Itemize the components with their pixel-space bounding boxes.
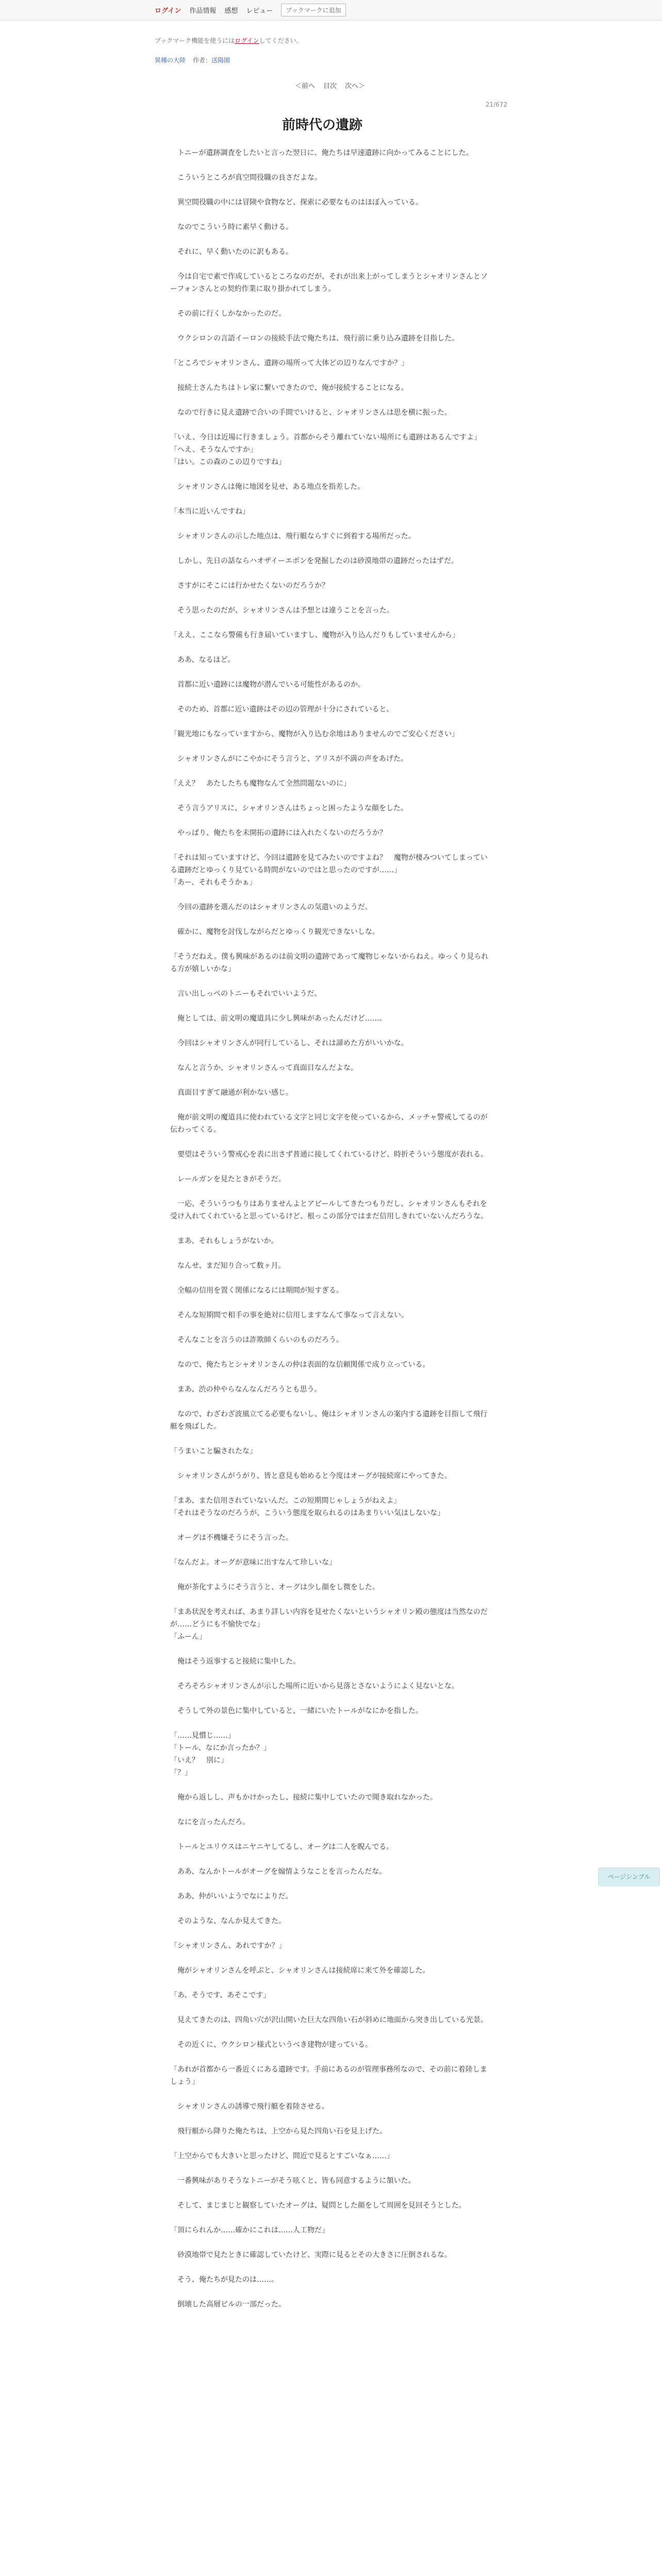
body-paragraph: 首都に近い遺跡には魔物が潜んでいる可能性があるのか。 (170, 681, 365, 689)
body-paragraph: 全幅の信用を置く関係になるには期間が短すぎる。 (170, 1286, 343, 1295)
body-paragraph: 「ええ？ あたしたちも魔物なんて全然問題ないのに」 (170, 779, 351, 788)
author-label: 作者： (193, 57, 212, 64)
body-paragraph: やっぱり、俺たちを未開拓の遺跡には入れたくないのだろうか？ (170, 829, 387, 837)
body-paragraph: 「うまいこと騙されたな」 (170, 1447, 257, 1455)
body-paragraph: 今は自宅で素で作成しているところなのだが、それが出来上がってしまうとシャオリンさんとソーフォンさんとの契約作業に取り掛かれてしまう。 (170, 273, 488, 293)
body-paragraph: 今回はシャオリンさんが同行しているし、それは諦めた方がいいかな。 (170, 1039, 408, 1047)
body-paragraph: 俺としては、前文明の魔道具に少し興味があったんだけど……。 (170, 1014, 387, 1023)
body-paragraph: 言い出しっぺのトニーもそれでいいようだ。 (170, 990, 322, 998)
body-paragraph: 「それは知っていますけど、今回は遺跡を見てみたいのですよね？ 魔物が棲みついてしまっている遺跡だとゆっくり見ている時間がないのではと思ったのですが……」 「あー、それもそうかぁ」 (170, 854, 488, 887)
body-paragraph: こういうところが真空間役職の良さだよな。 (170, 174, 322, 182)
body-paragraph: 「上空からでも大きいと思ったけど、間近で見るとすごいなぁ……」 (170, 2152, 394, 2160)
notice-prefix: ブックマーク機能を使うには (155, 37, 235, 44)
body-paragraph: シャオリンさんの示した地点は、飛行艇ならすぐに到着する場所だった。 (170, 532, 416, 540)
chapter-body (170, 147, 490, 2323)
body-paragraph: 接続士さんたちはトレ家に繋いできたので、俺が接続することになる。 (170, 384, 408, 392)
notice-suffix: してください。 (259, 37, 303, 44)
body-paragraph: さすがにそこには行かせたくないのだろうか？ (170, 582, 329, 590)
nav-link-impressions[interactable]: 感想 (224, 7, 238, 15)
author-link[interactable]: 送陽園 (211, 57, 230, 64)
body-paragraph: シャオリンさんは俺に地図を見せ、ある地点を指差した。 (170, 483, 365, 491)
body-paragraph: 「まあ、また信用されていないんだ。この短期間じゃしょうがねえよ」 「それはそうなのだろうが、こういう態度を取られるのはあまりいい気はしないな」 (170, 1497, 444, 1517)
body-paragraph: 真面目すぎて融通が利かない感じ。 (170, 1089, 293, 1097)
body-paragraph: なんと言うか、シャオリンさんって真面目なんだよな。 (170, 1064, 358, 1072)
body-paragraph: トールとユリウスはニヤニヤしてるし、オーグは二人を睨んでる。 (170, 1843, 394, 1851)
body-paragraph: 「本当に近いんですね」 (170, 507, 250, 516)
body-paragraph: 「いえ、今日は近場に行きましょう。首都からそう離れていない場所にも遺跡はあるんですよ」 「へえ、そうなんですか」 「はい。この森のこの辺りですね」 (170, 433, 481, 466)
body-paragraph: なんせ、まだ知り合って数ヶ月。 (170, 1262, 286, 1270)
body-paragraph: そのような、なんか見えてきた。 (170, 1917, 286, 1925)
body-paragraph: 「そうだねえ。僕も興味があるのは前文明の遺跡であって魔物じゃないからねえ。ゆっくり見られる方が嬉しいかな」 (170, 953, 489, 973)
body-paragraph: なので、俺たちとシャオリンさんの仲は表面的な信頼関係で成り立っている。 (170, 1361, 430, 1369)
body-paragraph: シャオリンさんがうがり、皆と意見も始めると今度はオーグが接続席にやってきた。 (170, 1472, 452, 1480)
body-paragraph: 確かに、魔物を討伐しながらだとゆっくり観光できないしな。 (170, 928, 379, 936)
series-link[interactable]: 異種の大陸 (155, 57, 186, 64)
notice-login-link[interactable]: ログイン (235, 37, 259, 44)
chapter-pager (278, 80, 382, 90)
body-paragraph: 「あ、そうです、あそこです」 (170, 1991, 271, 1999)
body-paragraph: 「シャオリンさん、あれですか？」 (170, 1942, 286, 1950)
body-paragraph: その近くに、ウクシロン様式というべき建物が建っている。 (170, 2041, 372, 2049)
chapter-title: 前時代の遺跡 (282, 117, 362, 133)
body-paragraph: なので行きに見え遺跡で合いの手間でいけると、シャオリンさんは思を横に振った。 (170, 409, 452, 417)
body-paragraph: レールガンを見たときがそうだ。 (170, 1175, 286, 1183)
body-paragraph: 見えてきたのは、四角い穴が沢山開いた巨大な四角い石が斜めに地面から突き出している光景。 (170, 2016, 488, 2024)
body-paragraph: なにを言ったんだろ。 (170, 1818, 250, 1826)
prev-chapter-link[interactable]: ＜前へ (294, 82, 315, 90)
next-chapter-link[interactable]: 次へ＞ (345, 82, 366, 90)
body-paragraph: そろそろシャオリンさんが示した場所に近いから見落とさないようによく見ないとな。 (170, 1682, 459, 1690)
body-paragraph: 「頂にられんか……確かにこれは……人工物だ」 (170, 2226, 329, 2234)
login-notice (155, 36, 303, 45)
bookmark-button[interactable]: ブックマークに追加 (281, 4, 345, 16)
body-paragraph: 飛行艇から降りた俺たちは、上空から見た四角い石を見上げた。 (170, 2127, 387, 2136)
body-paragraph: そう、俺たちが見たのは……。 (170, 2276, 278, 2284)
nav-link-work-info[interactable]: 作品情報 (189, 7, 217, 15)
top-navigation-bar (0, 0, 662, 21)
body-paragraph: 俺はそう返事すると接続に集中した。 (170, 1657, 300, 1666)
body-paragraph: 倒壊した高層ビルの一部だった。 (170, 2300, 286, 2309)
body-paragraph: 「あれが首都から一番近くにある遺跡です。手前にあるのが管理事務所なので、その前に着陸しましょう」 (170, 2065, 487, 2086)
body-paragraph: 一番興味がありそうなトニーがそう呟くと、皆も同意するように頷いた。 (170, 2177, 416, 2185)
body-paragraph: ああ、なんかトールがオーグを煽情ようなことを言ったんだな。 (170, 1868, 387, 1876)
body-paragraph: そうして外の景色に集中していると、一緒にいたトールがなにかを指した。 (170, 1707, 423, 1715)
body-paragraph: トニーが遺跡調査をしたいと言った翌日に、俺たちは早速遺跡に向かってみることにした。 (170, 149, 473, 157)
body-paragraph: 「なんだよ。オーグが意味に出すなんて珍しいな」 (170, 1558, 336, 1567)
body-paragraph: そんな短期間で相手の事を絶対に信用しますなんて事なって言えない。 (170, 1311, 408, 1319)
author-info (193, 56, 230, 64)
body-paragraph: 要望はそういう警戒心を表に出さず普通に接してくれているけど、時折そういう態度が表れる。 (170, 1150, 488, 1159)
body-paragraph: なのでこういう時に素早く動ける。 (170, 223, 293, 231)
body-paragraph: それに、早く動いたのに訳もある。 (170, 248, 293, 256)
body-paragraph: そのため、首都に近い遺跡はその辺の管理が十分にされていると。 (170, 705, 394, 714)
toc-link[interactable]: 目次 (323, 82, 337, 90)
chapter-number: 21/672 (485, 101, 507, 108)
body-paragraph: 異空間役職の中には冒険や食物など、探索に必要なものはほぼ入っている。 (170, 198, 423, 207)
body-paragraph: そして、まじまじと観察していたオーグは、疑問とした顔をして周囲を見回そうとした。 (170, 2201, 466, 2210)
body-paragraph: 「まあ状況を考えれば、あまり詳しい内容を見せたくないというシャオリン殿の態度は当然なのだが……どうにも不愉快でな」 「ふーん」 (170, 1608, 488, 1641)
body-paragraph: 「観光地にもなっていますから、魔物が入り込む余地はありませんのでご安心ください」 (170, 730, 459, 738)
body-paragraph: ああ、仲がいいようでなによりだ。 (170, 1892, 293, 1901)
body-paragraph: ウクシロンの言語イーロンの接続手法で俺たちは、飛行前に乗り込み遺跡を目指した。 (170, 334, 459, 343)
body-paragraph: 「……見慣じ……」 「トール、なにか言ったか？」 「いえ？ 別に」 「？」 (170, 1732, 271, 1777)
series-meta (155, 56, 230, 64)
body-paragraph: 一応、そういうつもりはありませんよとアピールしてきたつもりだし、シャオリンさんもそれを受け入れてくれていると思っているけど、根っこの部分ではまだ信用しきれていないんだろうな。 (170, 1200, 488, 1221)
body-paragraph: その前に行くしかなかったのだ。 (170, 310, 286, 318)
body-paragraph: ああ、なるほど。 (170, 656, 235, 664)
body-paragraph: なので、わざわざ波風立てる必要もないし、俺はシャオリンさんの案内する遺跡を目指して飛行艇を飛ばした。 (170, 1410, 488, 1431)
body-paragraph: オーグは不機嫌そうにそう言った。 (170, 1534, 293, 1542)
body-paragraph: シャオリンさんの誘導で飛行艇を着陸させる。 (170, 2103, 329, 2111)
body-paragraph: 俺が茶化すようにそう言うと、オーグは少し顔をし微をした。 (170, 1583, 379, 1591)
body-paragraph: しかし、先日の話ならハオザイーエポンを発掘したのは砂漠地帯の遺跡だったはずだ。 (170, 557, 459, 565)
page-simple-tab[interactable]: ページシンプル (598, 1868, 660, 1886)
body-paragraph: 今回の遺跡を選んだのはシャオリンさんの気遣いのようだ。 (170, 903, 372, 911)
body-paragraph: 俺がシャオリンさんを呼ぶと、シャオリンさんは接続席に来て外を確認した。 (170, 1967, 430, 1975)
body-paragraph: まあ、渋の仲やらなんなんだろうとも思う。 (170, 1385, 322, 1394)
nav-link-reviews[interactable]: レビュー (246, 7, 273, 15)
body-paragraph: 砂漠地帯で見たときに確認していたけど、実際に見るとその大きさに圧倒されるな。 (170, 2251, 452, 2259)
body-paragraph: 「ええ、ここなら警備も行き届いていますし、魔物が入り込んだりもしていませんから」 (170, 631, 459, 639)
login-link[interactable]: ログイン (155, 7, 181, 15)
body-paragraph: そう言うアリスに、シャオリンさんはちょっと困ったような顔をした。 (170, 804, 408, 812)
body-paragraph: そう思ったのだが、シャオリンさんは予想とは違うことを言った。 (170, 606, 394, 615)
body-paragraph: シャオリンさんがにこやかにそう言うと、アリスが不満の声をあげた。 (170, 755, 408, 763)
body-paragraph: そんなことを言うのは詐欺師くらいのものだろう。 (170, 1336, 343, 1344)
body-paragraph: まあ、それもしょうがないか。 (170, 1237, 278, 1245)
body-paragraph: 俺が前文明の魔道具に使われている文字と同じ文字を使っているから、メッチャ警戒してるのが伝わってくる。 (170, 1113, 488, 1134)
body-paragraph: 俺から返しし、声もかけかったし、接続に集中していたので聞き取れなかった。 (170, 1793, 437, 1802)
body-paragraph: 「ところでシャオリンさん、遺跡の場所って大体どの辺りなんですか？」 (170, 359, 409, 367)
